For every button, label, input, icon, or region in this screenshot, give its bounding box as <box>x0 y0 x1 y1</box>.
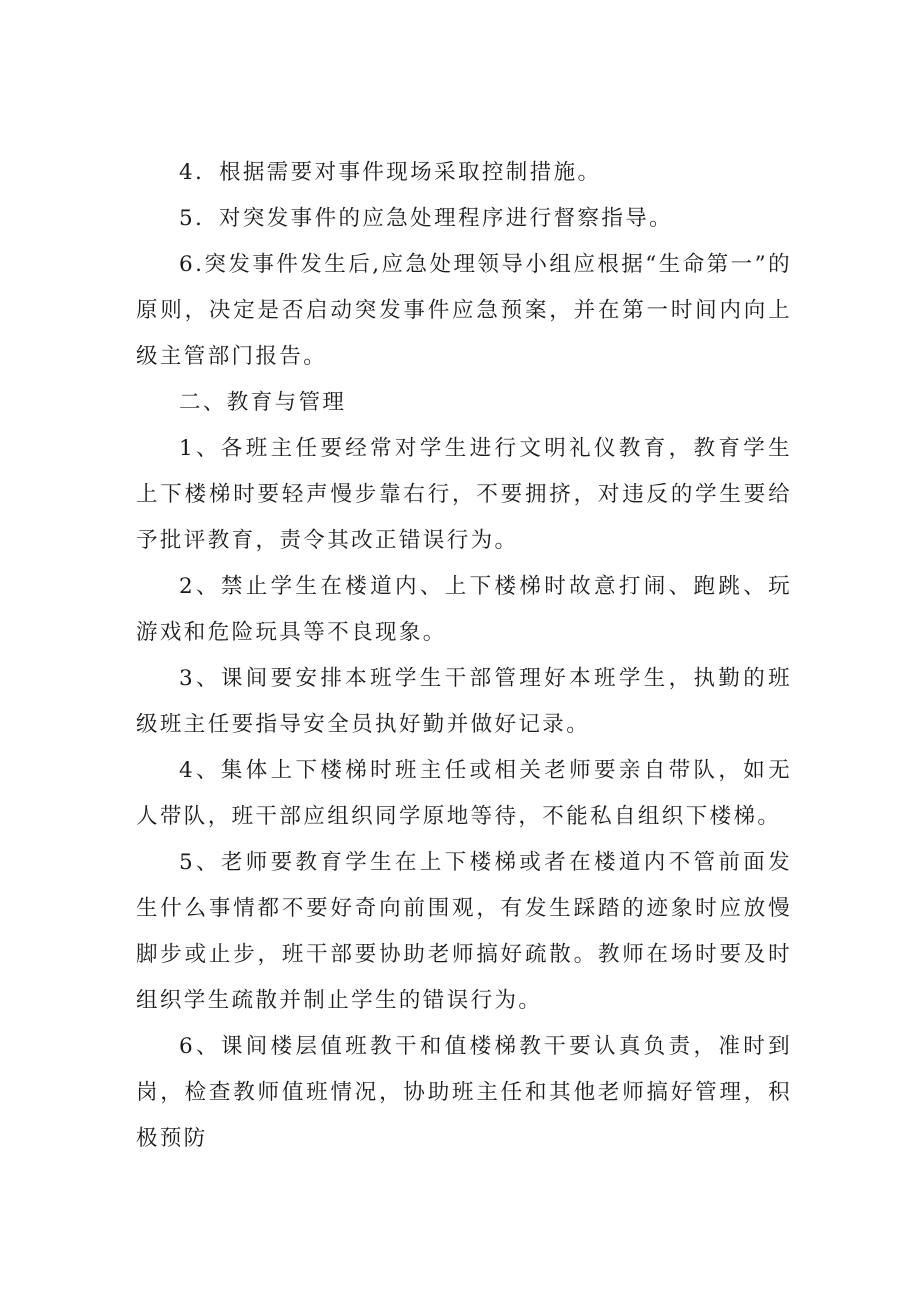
paragraph-item-6: 6、课间楼层值班教干和值楼梯教干要认真负责，准时到岗，检查教师值班情况，协助班主任和其他老师搞好管理，积极预防 <box>136 1034 792 1151</box>
paragraph-item-4: 4、集体上下楼梯时班主任或相关老师要亲自带队，如无人带队，班干部应组织同学原地等待，不能私自组织下楼梯。 <box>136 758 792 829</box>
paragraph-item-2: 2、禁止学生在楼道内、上下楼梯时故意打闹、跑跳、玩游戏和危险玩具等不良现象。 <box>136 574 792 645</box>
paragraph-item-5: 5、老师要教育学生在上下楼梯或者在楼道内不管前面发生什么事情都不要好奇向前围观，有发生踩踏的迹象时应放慢脚步或止步，班干部要协助老师搞好疏散。教师在场时要及时组织学生疏散并制止学生的错误行为。 <box>136 850 792 1013</box>
paragraph-item-3: 3、课间要安排本班学生干部管理好本班学生，执勤的班级班主任要指导安全员执好勤并做好记录。 <box>136 666 792 737</box>
document-body <box>136 150 792 1162</box>
paragraph-measure-6: 6.突发事件发生后,应急处理领导小组应根据“生命第一”的原则，决定是否启动突发事件应急预案，并在第一时间内向上级主管部门报告。 <box>136 252 792 369</box>
paragraph-measure-5: 5．对突发事件的应急处理程序进行督察指导。 <box>179 206 674 231</box>
paragraph-measure-4: 4．根据需要对事件现场采取控制措施。 <box>179 160 602 185</box>
section-heading-education-management: 二、教育与管理 <box>179 390 347 415</box>
paragraph-item-1: 1、各班主任要经常对学生进行文明礼仪教育，教育学生上下楼梯时要轻声慢步靠右行，不要拥挤，对违反的学生要给予批评教育，责令其改正错误行为。 <box>136 436 792 553</box>
